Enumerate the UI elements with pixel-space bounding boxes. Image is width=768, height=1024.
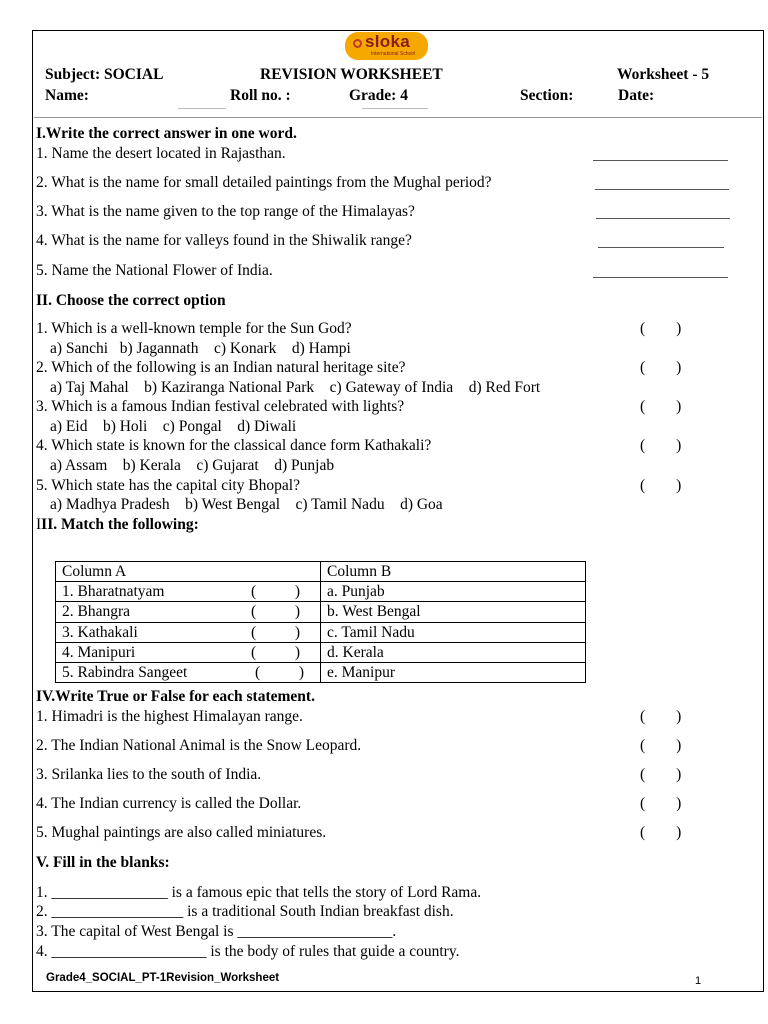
column-b-cell: a. Punjab [321, 582, 586, 602]
section1-question: 2. What is the name for small detailed paintings from the Mughal period? [36, 174, 492, 191]
answer-line[interactable] [598, 247, 724, 248]
logo-text: sloka [365, 32, 410, 51]
table-row [56, 642, 586, 662]
answer-line[interactable] [595, 189, 729, 190]
answer-brackets[interactable]: ( ) [640, 737, 682, 754]
match-brackets[interactable]: ( ) [251, 623, 301, 641]
section1-question: 4. What is the name for valleys found in the Shiwalik range? [36, 232, 412, 249]
answer-brackets[interactable]: ( ) [640, 477, 682, 494]
mcq-question: 2. Which of the following is an Indian natural heritage site? [36, 359, 406, 376]
fill-blank-item: 1. _______________ is a famous epic that tells the story of Lord Rama. [36, 884, 482, 901]
fill-blank-item: 3. The capital of West Bengal is ____________________. [36, 923, 397, 940]
column-a-text: 4. Manipuri [62, 643, 136, 661]
column-a-cell [56, 602, 321, 622]
footer-text: Grade4_SOCIAL_PT-1Revision_Worksheet [46, 972, 280, 984]
mcq-options: a) Madhya Pradesh b) West Bengal c) Tamil Nadu d) Goa [50, 496, 443, 513]
section1-question: 1. Name the desert located in Rajasthan. [36, 145, 286, 162]
mcq-question: 4. Which state is known for the classical dance form Kathakali? [36, 437, 432, 454]
answer-line[interactable] [593, 277, 728, 278]
table-row [56, 582, 586, 602]
school-logo [345, 32, 428, 60]
mcq-question: 3. Which is a famous Indian festival celebrated with lights? [36, 398, 405, 415]
date-label: Date: [618, 87, 655, 104]
match-table [55, 561, 586, 683]
mcq-question: 1. Which is a well-known temple for the Sun God? [36, 320, 352, 337]
column-b-cell: e. Manipur [321, 662, 586, 682]
table-header-row [56, 562, 586, 582]
tf-statement: 5. Mughal paintings are also called miniatures. [36, 824, 327, 841]
mcq-options: a) Taj Mahal b) Kaziranga National Park c) Gateway of India d) Red Fort [50, 379, 541, 396]
roll-label: Roll no. : [230, 87, 291, 104]
column-a-text: 2. Bhangra [62, 603, 131, 621]
fill-blank-item: 4. ____________________ is the body of rules that guide a country. [36, 943, 460, 960]
section4-heading: IV.Write True or False for each statement. [36, 688, 315, 705]
header-divider [34, 117, 762, 118]
match-brackets[interactable]: ( ) [251, 603, 301, 621]
answer-brackets[interactable]: ( ) [640, 359, 682, 376]
section1-question: 3. What is the name given to the top range of the Himalayas? [36, 203, 415, 220]
column-b-cell: b. West Bengal [321, 602, 586, 622]
worksheet-number: Worksheet - 5 [617, 66, 710, 83]
tf-statement: 2. The Indian National Animal is the Snow Leopard. [36, 737, 362, 754]
answer-brackets[interactable]: ( ) [640, 824, 682, 841]
mcq-options: a) Sanchi b) Jagannath c) Konark d) Hampi [50, 340, 351, 357]
answer-brackets[interactable]: ( ) [640, 795, 682, 812]
column-b-cell: d. Kerala [321, 642, 586, 662]
match-brackets[interactable]: ( ) [255, 663, 305, 681]
match-brackets[interactable]: ( ) [251, 643, 301, 661]
logo-subtext: International School [371, 51, 416, 57]
section1-heading: I.Write the correct answer in one word. [36, 125, 297, 142]
mcq-options: a) Eid b) Holi c) Pongal d) Diwali [50, 418, 297, 435]
mcq-options: a) Assam b) Kerala c) Gujarat d) Punjab [50, 457, 335, 474]
answer-brackets[interactable]: ( ) [640, 766, 682, 783]
page-number: 1 [695, 975, 702, 987]
answer-brackets[interactable]: ( ) [640, 437, 682, 454]
tf-statement: 1. Himadri is the highest Himalayan range. [36, 708, 303, 725]
table-row [56, 662, 586, 682]
column-b-cell: c. Tamil Nadu [321, 622, 586, 642]
grade-label: Grade: 4 [349, 87, 408, 104]
mcq-question: 5. Which state has the capital city Bhopal? [36, 477, 300, 494]
subject-label: Subject: SOCIAL [45, 66, 164, 83]
column-a-text: 3. Kathakali [62, 623, 138, 641]
section1-question: 5. Name the National Flower of India. [36, 262, 273, 279]
section3-heading [36, 516, 199, 534]
section5-heading: V. Fill in the blanks: [36, 854, 170, 871]
column-a-cell [56, 662, 321, 682]
column-a-cell [56, 622, 321, 642]
column-a-cell [56, 642, 321, 662]
column-a-text: 1. Bharatnatyam [62, 583, 165, 601]
tf-statement: 4. The Indian currency is called the Dollar. [36, 795, 302, 812]
answer-brackets[interactable]: ( ) [640, 398, 682, 415]
tf-statement: 3. Srilanka lies to the south of India. [36, 766, 262, 783]
sun-icon [353, 39, 362, 48]
match-brackets[interactable]: ( ) [251, 583, 301, 601]
worksheet-title: REVISION WORKSHEET [260, 66, 443, 83]
column-b-header: Column B [321, 562, 586, 582]
answer-brackets[interactable]: ( ) [640, 708, 682, 725]
name-label: Name: [45, 87, 89, 104]
name-underline [178, 108, 226, 109]
section3-heading-prefix: I [36, 516, 42, 533]
table-row [56, 602, 586, 622]
answer-brackets[interactable]: ( ) [640, 320, 682, 337]
fill-blank-item: 2. _________________ is a traditional South Indian breakfast dish. [36, 903, 454, 920]
table-row [56, 622, 586, 642]
answer-line[interactable] [596, 218, 730, 219]
answer-line[interactable] [593, 160, 728, 161]
column-a-text: 5. Rabindra Sangeet [62, 664, 188, 682]
grade-underline [362, 108, 428, 109]
section2-heading: II. Choose the correct option [36, 292, 226, 309]
column-a-cell [56, 582, 321, 602]
section3-heading-text: II. Match the following: [41, 516, 199, 533]
section-label: Section: [520, 87, 574, 104]
column-a-header: Column A [56, 562, 321, 582]
